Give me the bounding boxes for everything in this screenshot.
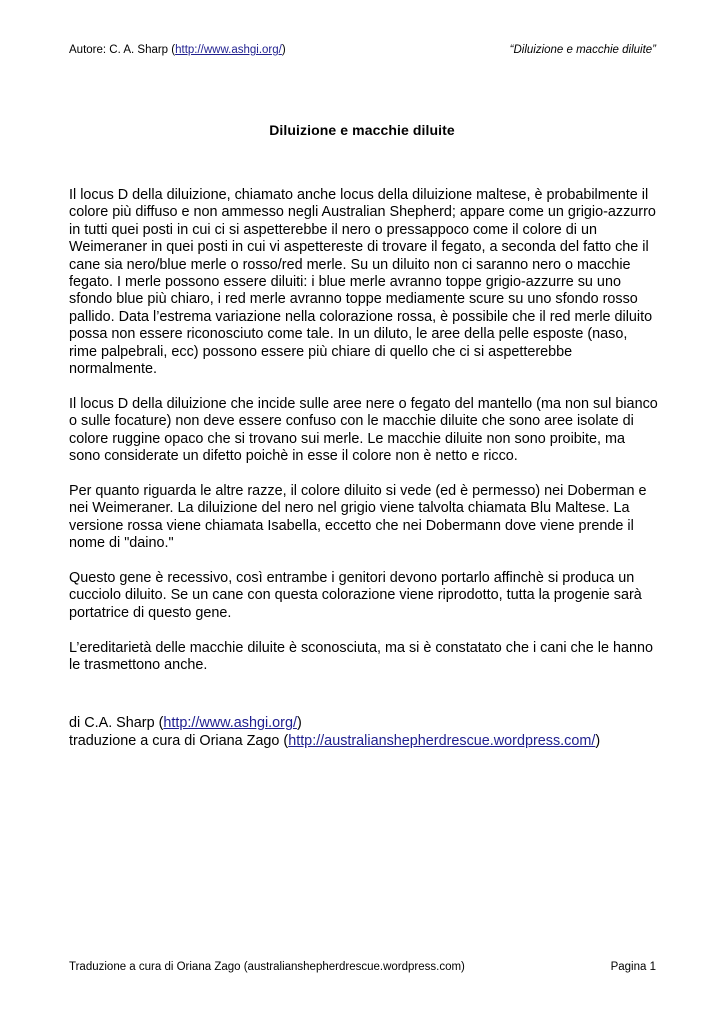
paragraph: Il locus D della diluizione che incide sulle aree nere o fegato del mantello (ma non sul bianco o sulle focature) non deve essere confuso con le macchie diluite che sono aree isolate di colore ruggine opaco che si trovano sui merle. Le macchie diluite non sono proibite, ma sono considerate un difetto poichè in esse il colore non è netto e ricco. <box>69 395 658 465</box>
header-doc-title <box>510 43 656 57</box>
footer-translation-credit: Traduzione a cura di Oriana Zago (australianshepherdrescue.wordpress.com) <box>69 961 465 973</box>
paragraph: Questo gene è recessivo, così entrambe i genitori devono portarlo affinchè si produca un cucciolo diluito. Se un cane con questa colorazione viene riprodotto, tutta la progenie sarà portatrice di questo gene. <box>69 569 642 621</box>
document-body <box>69 187 659 692</box>
paragraph: Per quanto riguarda le altre razze, il colore diluito si vede (ed è permesso) nei Doberman e nei Weimeraner. La diluizione del nero nel grigio viene talvolta chiamata Blu Maltese. La versione rossa viene chiamata Isabella, eccetto che nei Dobermann dove viene prende il nome di "daino." <box>69 482 647 552</box>
header-author-link[interactable]: http://www.ashgi.org/ <box>175 44 282 56</box>
page-number: Pagina 1 <box>610 961 656 973</box>
credits-author-line <box>69 714 669 732</box>
document-title: Diluizione e macchie diluite <box>269 122 455 138</box>
credits-translator-link[interactable]: http://australianshepherdrescue.wordpress.com/ <box>288 733 596 749</box>
header-author-prefix: Autore: C. A. Sharp ( <box>69 44 176 56</box>
page-header <box>69 43 656 57</box>
credits-block <box>69 714 669 750</box>
header-author <box>69 43 286 57</box>
paragraph: Il locus D della diluizione, chiamato anche locus della diluizione maltese, è probabilmente il colore più diffuso e non ammesso negli Australian Shepherd; appare come un grigio-azzurro in tutti quei posti in cui ci si aspetterebbe il nero o pressappoco come il colore di un Weimeraner in quei posti in cui vi aspettereste di trovare il fegato, a seconda del fatto che il cane sia nero/blue merle o rosso/red merle. Su un diluito non ci saranno nero o macchie fegato. I merle possono essere diluiti: i blue merle avranno toppe grigio-azzurre su uno sfondo blue più chiaro, i red merle avranno toppe mediamente scure su uno sfondo rosso pallido. Data l’estrema variazione nella colorazione rossa, è possibile che il red merle diluito possa non essere riconosciuto come tale. In un diluto, le aree della pelle esposte (naso, rime palpebrali, ecc) possono essere più chiare di quello che ci si aspetterebbe normalmente. <box>69 187 656 378</box>
page-footer <box>69 960 656 974</box>
credits-author-suffix: ) <box>296 715 302 731</box>
paragraph: L’ereditarietà delle macchie diluite è sconosciuta, ma si è constatato che i cani che le hanno le trasmettono anche. <box>69 639 653 673</box>
header-doc-title-text: “Diluizione e macchie diluite” <box>509 44 656 56</box>
credits-translator-prefix: traduzione a cura di Oriana Zago ( <box>69 733 289 749</box>
header-author-suffix: ) <box>281 44 286 56</box>
credits-translator-line <box>69 732 669 750</box>
credits-author-link[interactable]: http://www.ashgi.org/ <box>163 715 297 731</box>
credits-translator-suffix: ) <box>595 733 601 749</box>
credits-author-prefix: di C.A. Sharp ( <box>69 715 164 731</box>
